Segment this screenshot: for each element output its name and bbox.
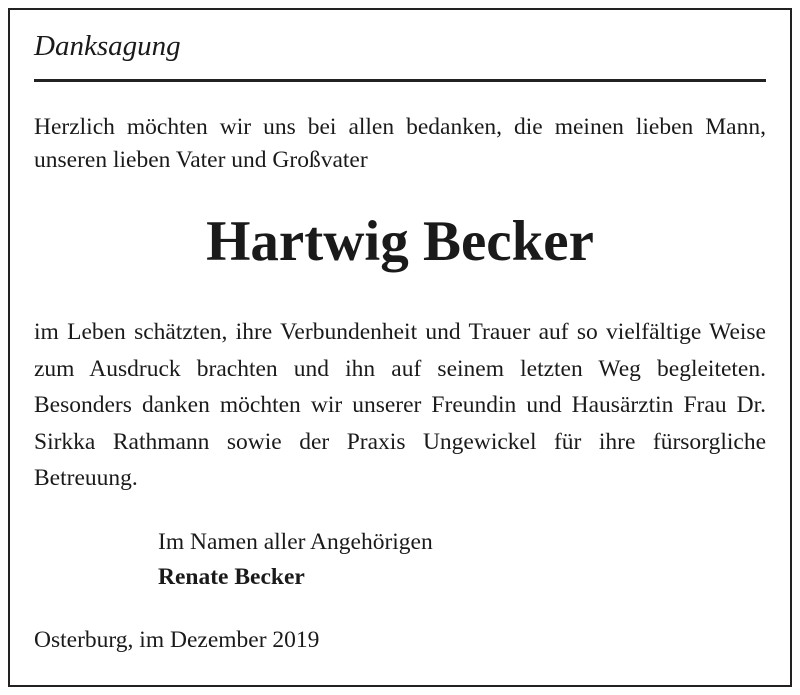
signature-name: Renate Becker <box>158 564 305 590</box>
closing-line: Im Namen aller Angehörigen <box>158 529 433 555</box>
notice-heading: Danksagung <box>34 30 181 62</box>
deceased-name: Hartwig Becker <box>206 210 594 273</box>
intro-paragraph: Herzlich möchten wir uns bei allen bedanken, die meinen lieben Mann, unseren lieben Vater und Großvater <box>34 114 766 173</box>
body-paragraph: im Leben schätzten, ihre Verbundenheit und Trauer auf so vielfältige Weise zum Ausdruck brachten und ihn auf seinem letzten Weg begleiteten. Besonders danken möchten wir unserer Freundin und Hausärztin Frau Dr. Sirkka Rathmann sowie der Praxis Ungewickel für ihre fürsorgliche Betreuung. <box>34 319 766 492</box>
place-and-date: Osterburg, im Dezember 2019 <box>34 627 320 653</box>
heading-divider <box>34 79 766 82</box>
